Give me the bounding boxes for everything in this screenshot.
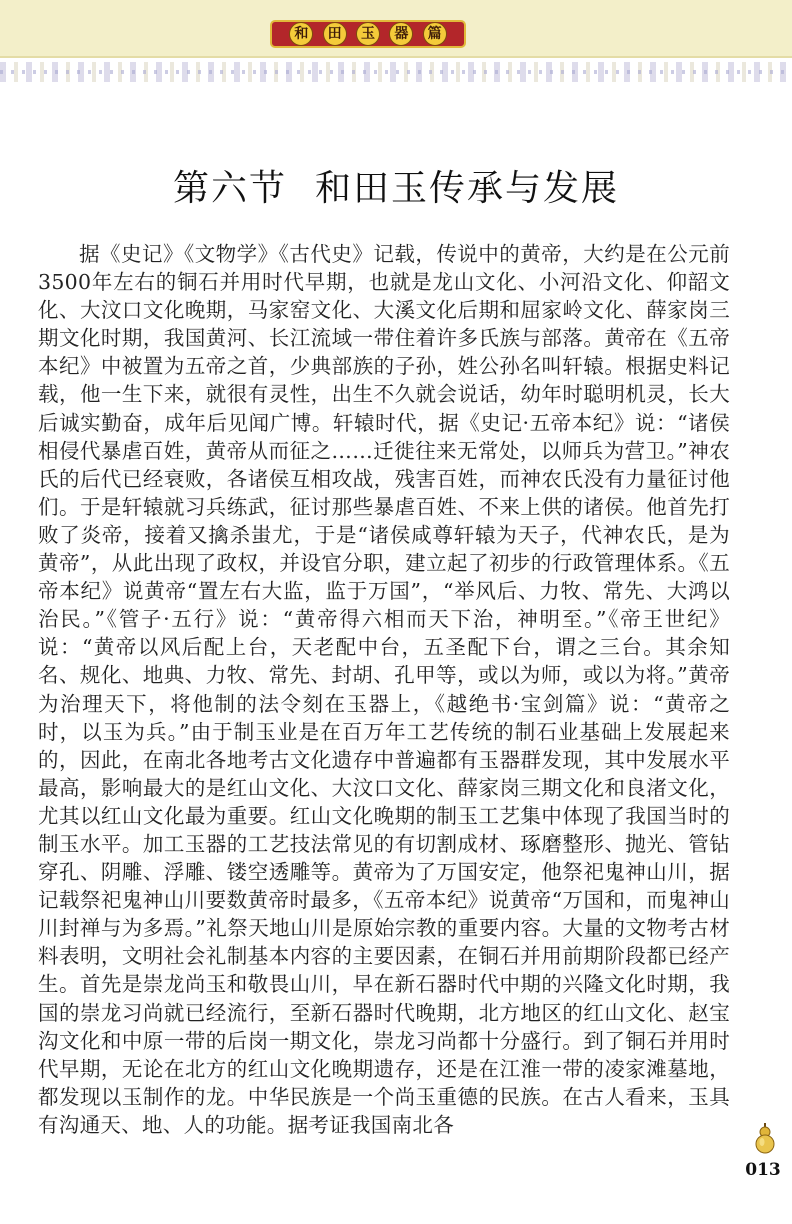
page-number: 013 bbox=[745, 1160, 781, 1180]
section-title bbox=[40, 167, 752, 211]
section-heading: 和田玉传承与发展 bbox=[315, 168, 620, 209]
decorative-pattern-strip bbox=[0, 62, 792, 82]
series-title-badge bbox=[270, 20, 466, 48]
series-title-char: 玉 bbox=[356, 22, 380, 46]
gourd-icon bbox=[752, 1122, 778, 1154]
series-title-char: 器 bbox=[389, 22, 413, 46]
series-title-char: 田 bbox=[323, 22, 347, 46]
body-paragraph: 据《史记》《文物学》《古代史》记载，传说中的黄帝，大约是在公元前3500年左右的铜石并用时代早期，也就是龙山文化、小河沿文化、仰韶文化、大汶口文化晚期，马家窑文化、大溪文化后期和屈家岭文化、薛家岗三期文化时期，我国黄河、长江流域一带住着许多氏族与部落。黄帝在《五帝本纪》中被置为五帝之首，少典部族的子孙，姓公孙名叫轩辕。根据史料记载，他一生下来，就很有灵性，出生不久就会说话，幼年时聪明机灵，长大后诚实勤奋，成年后见闻广博。轩辕时代，据《史记·五帝本纪》说：“诸侯相侵代暴虐百姓，黄帝从而征之……迁徙往来无常处，以师兵为营卫。”神农氏的后代已经衰败，各诸侯互相攻战，残害百姓，而神农氏没有力量征讨他们。于是轩辕就习兵练武，征讨那些暴虐百姓、不来上供的诸侯。他首先打败了炎帝，接着又擒杀蚩尤，于是“诸侯咸尊轩辕为天子，代神农氏，是为黄帝”，从此出现了政权，并设官分职，建立起了初步的行政管理体系。《五帝本纪》说黄帝“置左右大监，监于万国”，“举风后、力牧、常先、大鸿以治民。”《管子·五行》说：“黄帝得六相而天下治，神明至。”《帝王世纪》说：“黄帝以风后配上台，天老配中台，五圣配下台，谓之三台。其余知名、规化、地典、力牧、常先、封胡、孔甲等，或以为师，或以为将。”黄帝为治理天下，将他制的法令刻在玉器上，《越绝书·宝剑篇》说：“黄帝之时，以玉为兵。”由于制玉业是在百万年工艺传统的制石业基础上发展起来的，因此，在南北各地考古文化遗存中普遍都有玉器群发现，其中发展水平最高，影响最大的是红山文化、大汶口文化、薛家岗三期文化和良渚文化，尤其以红山文化最为重要。红山文化晚期的制玉工艺集中体现了我国当时的制玉水平。加工玉器的工艺技法常见的有切割成材、琢磨整形、抛光、管钻穿孔、阴雕、浮雕、镂空透雕等。黄帝为了万国安定，他祭祀鬼神山川，据记载祭祀鬼神山川要数黄帝时最多，《五帝本纪》说黄帝“万国和，而鬼神山川封禅与为多焉。”礼祭天地山川是原始宗教的重要内容。大量的文物考古材料表明，文明社会礼制基本内容的主要因素，在铜石并用前期阶段都已经产生。首先是崇龙尚玉和敬畏山川，早在新石器时代中期的兴隆文化时期，我国的崇龙习尚就已经流行，至新石器时代晚期，北方地区的红山文化、赵宝沟文化和中原一带的后岗一期文化，崇龙习尚都十分盛行。到了铜石并用时代早期，无论在北方的红山文化晚期遗存，还是在江淮一带的凌家滩墓地，都发现以玉制作的龙。中华民族是一个尚玉重德的民族。在古人看来，玉具有沟通天、地、人的功能。据考证我国南北各 bbox=[38, 242, 730, 1137]
header-band bbox=[0, 0, 792, 58]
section-number: 第六节 bbox=[172, 168, 287, 209]
series-title-char: 和 bbox=[289, 22, 313, 46]
series-title-char: 篇 bbox=[423, 22, 447, 46]
